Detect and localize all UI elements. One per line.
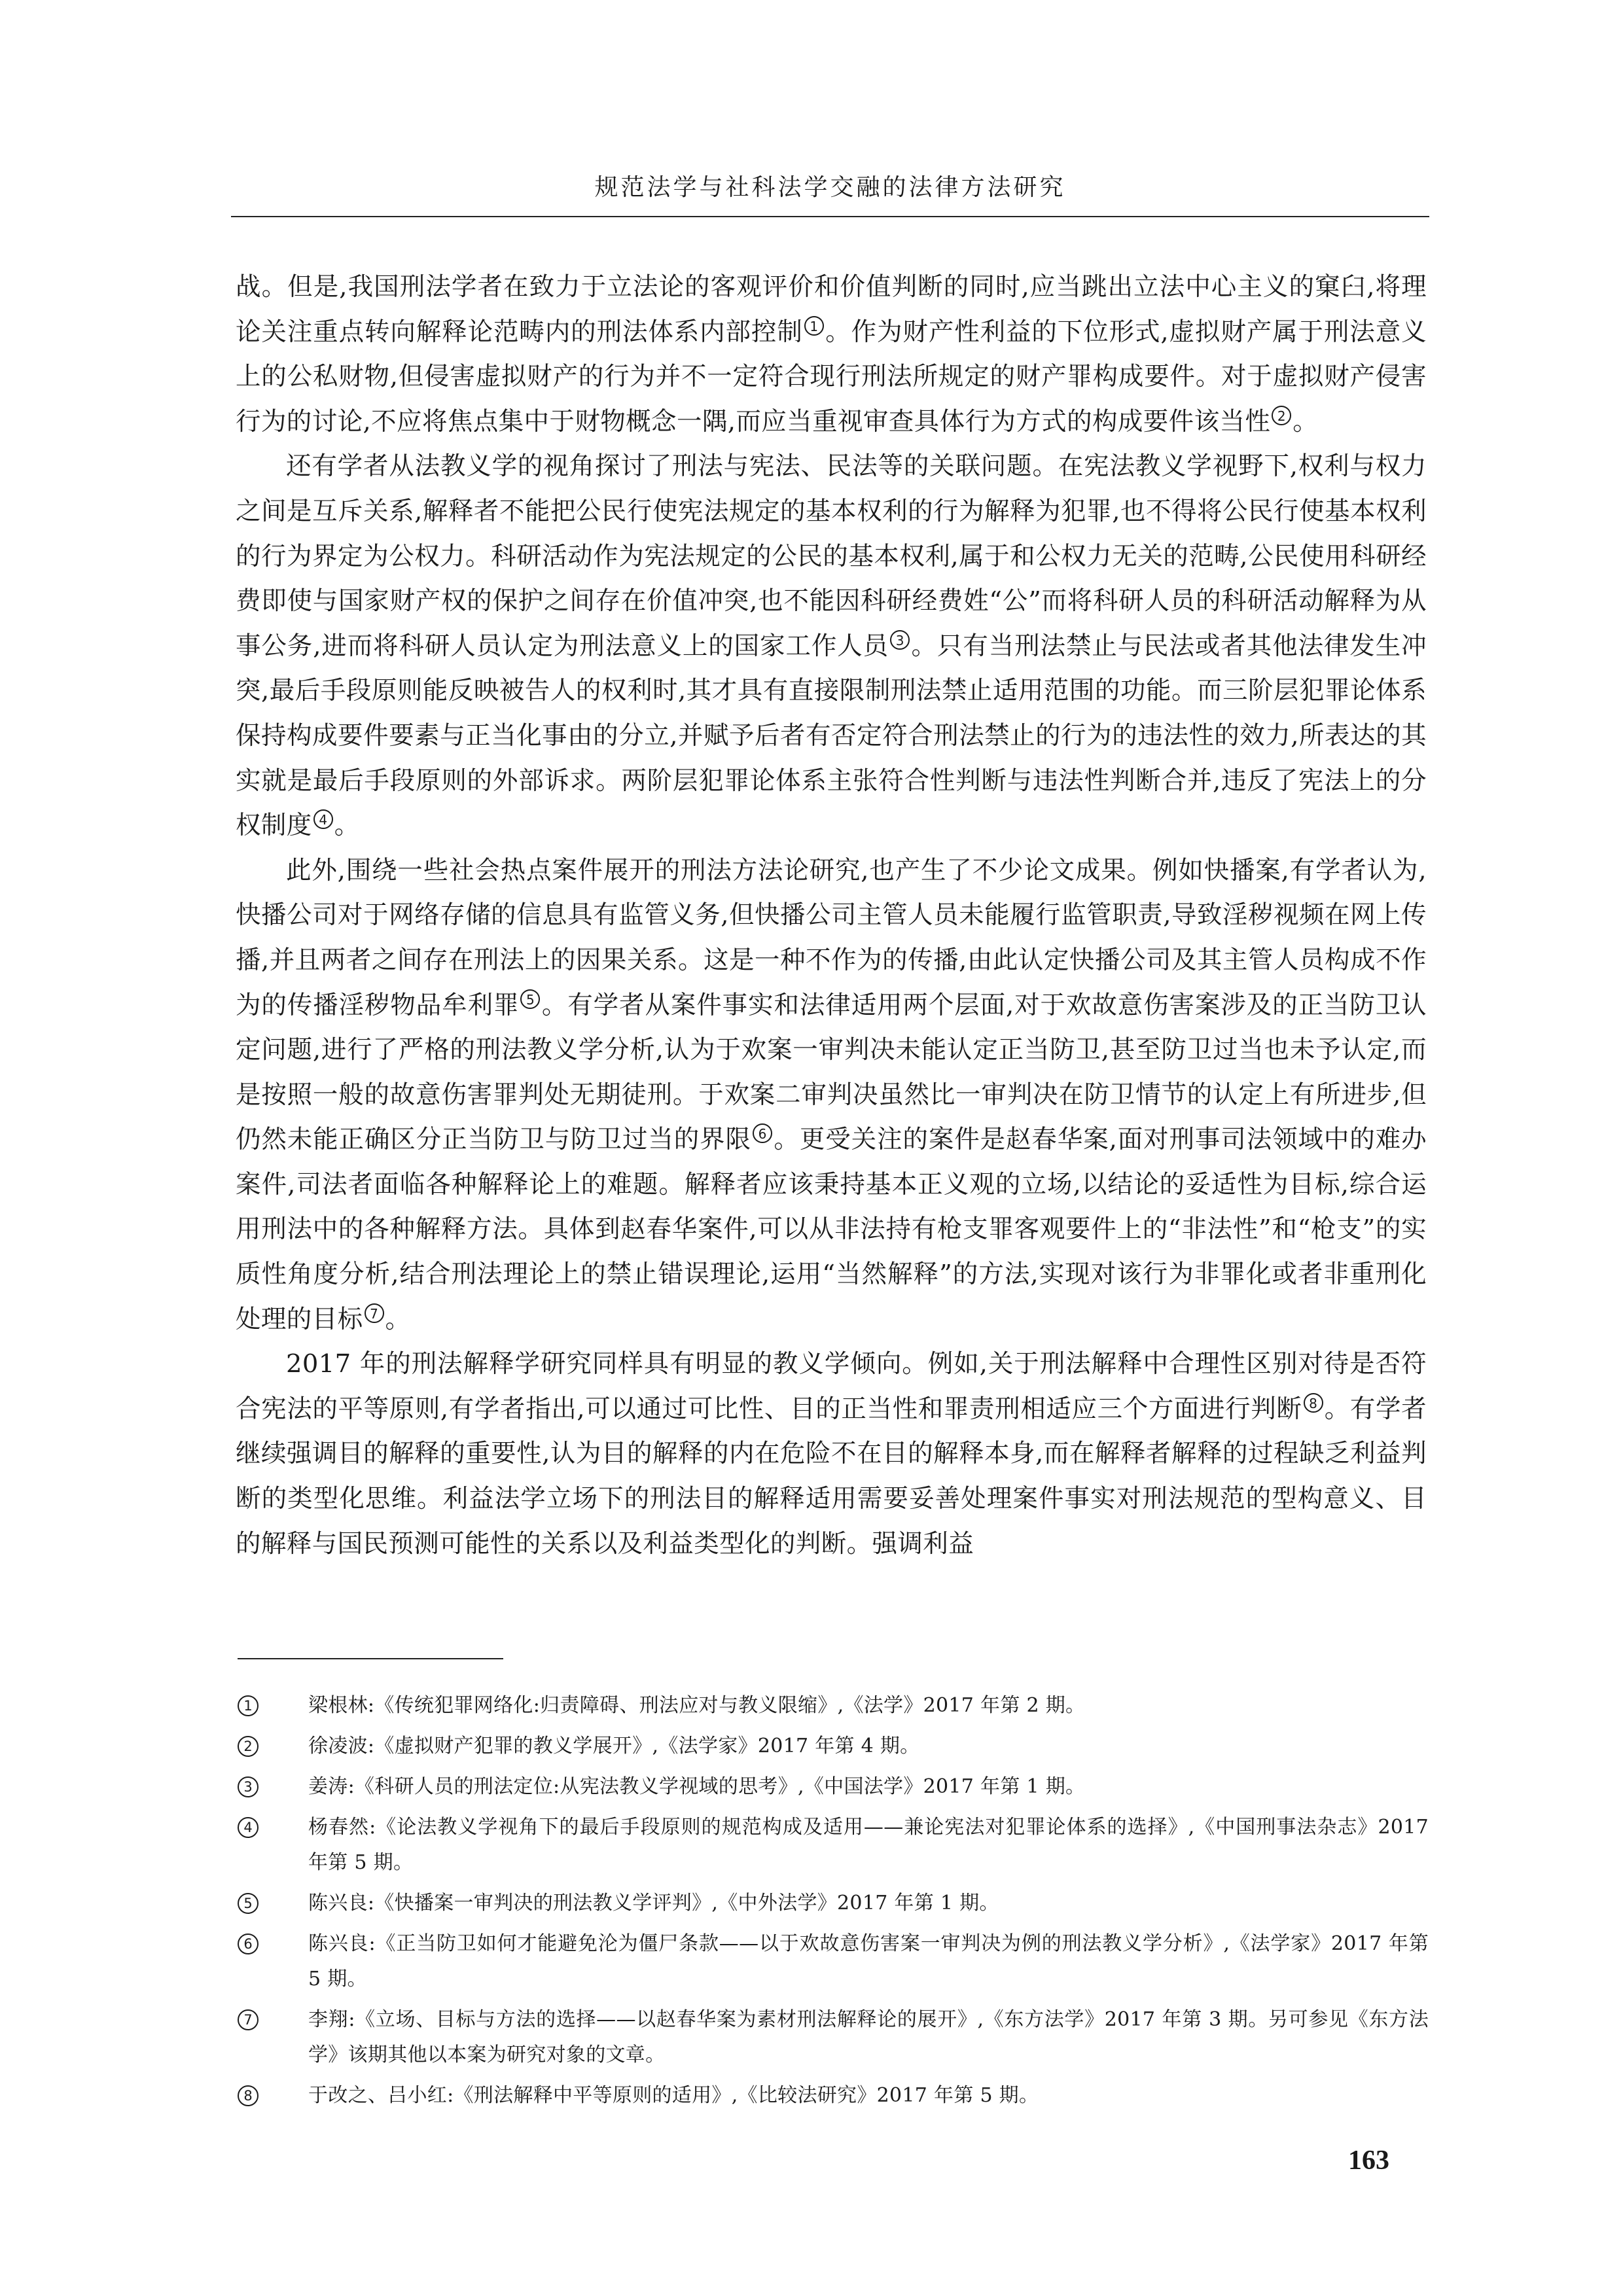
paragraph-text: 战。但是,我国刑法学者在致力于立法论的客观评价和价值判断的同时,应当跳出立法中心主义的窠臼,将理论关注重点转向解释论范畴内的刑法体系内部控制 <box>236 272 1427 347</box>
body-paragraph <box>236 444 1427 848</box>
footnote-number: 4 <box>238 1817 259 1838</box>
footnote-text: 于改之、吕小红:《刑法解释中平等原则的适用》,《比较法研究》2017 年第 5 期。 <box>308 2084 1039 2107</box>
footnote-number-cell <box>238 2002 308 2073</box>
paragraph-text: 。 <box>334 811 360 841</box>
footnote-number-cell <box>238 1926 308 1997</box>
body-paragraph <box>236 265 1427 444</box>
footnote-text: 姜涛:《科研人员的刑法定位:从宪法教义学视域的思考》,《中国法学》2017 年第 1 期。 <box>308 1775 1086 1798</box>
footnotes <box>238 1688 1429 2119</box>
footnote-number: 6 <box>238 1934 259 1954</box>
footnote-item <box>238 1769 1429 1805</box>
paragraph-text: 此外,围绕一些社会热点案件展开的刑法方法论研究,也产生了不少论文成果。例如快播案,有学者认为,快播公司对于网络存储的信息具有监管义务,但快播公司主管人员未能履行监管职责,导致淫秽视频在网上传播,并且两者之间存在刑法上的因果关系。这是一种不作为的传播,由此认定快播公司及其主管人员构成不作为的传播淫秽物品牟利罪 <box>236 855 1427 1020</box>
footnote-text: 梁根林:《传统犯罪网络化:归责障碍、刑法应对与教义限缩》,《法学》2017 年第 2 期。 <box>308 1694 1086 1717</box>
footnote-item <box>238 1729 1429 1764</box>
footnote-number: 3 <box>238 1776 259 1797</box>
page-number: 163 <box>1348 2146 1389 2176</box>
footnote-item <box>238 1688 1429 1723</box>
footnote-reference-marker[interactable]: 6 <box>753 1123 772 1143</box>
footnote-number: 1 <box>238 1695 259 1716</box>
paragraph-text: 还有学者从法教义学的视角探讨了刑法与宪法、民法等的关联问题。在宪法教义学视野下,权利与权力之间是互斥关系,解释者不能把公民行使宪法规定的基本权利的行为解释为犯罪,也不得将公民行使基本权利的行为界定为公权力。科研活动作为宪法规定的公民的基本权利,属于和公权力无关的范畴,公民使用科研经费即使与国家财产权的保护之间存在价值冲突,也不能因科研经费姓“公”而将科研人员的科研活动解释为从事公务,进而将科研人员认定为刑法意义上的国家工作人员 <box>236 451 1427 661</box>
footnote-reference-marker[interactable]: 4 <box>313 809 333 829</box>
footnote-number-cell <box>238 1810 308 1881</box>
footnote-rule <box>238 1658 503 1659</box>
paragraph-text: 。有学者继续强调目的解释的重要性,认为目的解释的内在危险不在目的解释本身,而在解释者解释的过程缺乏利益判断的类型化思维。利益法学立场下的刑法目的解释适用需要妥善处理案件事实对刑法规范的型构意义、目的解释与国民预测可能性的关系以及利益类型化的判断。强调利益 <box>236 1394 1427 1559</box>
footnote-reference-marker[interactable]: 2 <box>1272 406 1291 425</box>
footnote-reference-marker[interactable]: 1 <box>804 316 824 336</box>
footnote-item <box>238 2002 1429 2073</box>
paragraph-text: 。 <box>385 1304 411 1334</box>
footnote-item <box>238 1926 1429 1997</box>
footnote-number: 7 <box>238 2009 259 2030</box>
header-rule <box>231 216 1429 217</box>
footnote-number: 5 <box>238 1893 259 1914</box>
paragraph-text: 。只有当刑法禁止与民法或者其他法律发生冲突,最后手段原则能反映被告人的权利时,其才具有直接限制刑法禁止适用范围的功能。而三阶层犯罪论体系保持构成要件要素与正当化事由的分立,并赋予后者有否定符合刑法禁止的行为的违法性的效力,所表达的其实就是最后手段原则的外部诉求。两阶层犯罪论体系主张符合性判断与违法性判断合并,违反了宪法上的分权制度 <box>236 631 1427 841</box>
main-text <box>236 265 1427 1566</box>
footnote-text: 徐凌波:《虚拟财产犯罪的教义学展开》,《法学家》2017 年第 4 期。 <box>308 1735 920 1757</box>
footnote-text: 李翔:《立场、目标与方法的选择——以赵春华案为素材刑法解释论的展开》,《东方法学》2017 年第 3 期。另可参见《东方法学》该期其他以本案为研究对象的文章。 <box>308 2008 1429 2066</box>
footnote-reference-marker[interactable]: 7 <box>365 1303 384 1323</box>
footnote-text: 杨春然:《论法教义学视角下的最后手段原则的规范构成及适用——兼论宪法对犯罪论体系的选择》,《中国刑事法杂志》2017 年第 5 期。 <box>308 1816 1429 1874</box>
running-head-title: 规范法学与社科法学交融的法律方法研究 <box>594 174 1066 201</box>
footnote-item <box>238 2078 1429 2113</box>
footnote-number-cell <box>238 1769 308 1805</box>
footnote-number: 8 <box>238 2085 259 2106</box>
footnote-text: 陈兴良:《正当防卫如何才能避免沦为僵尸条款——以于欢故意伤害案一审判决为例的刑法教义学分析》,《法学家》2017 年第 5 期。 <box>308 1932 1429 1990</box>
footnote-number-cell <box>238 2078 308 2113</box>
footnote-number-cell <box>238 1688 308 1723</box>
footnote-reference-marker[interactable]: 5 <box>520 989 540 1009</box>
footnote-number-cell <box>238 1886 308 1921</box>
footnote-text: 陈兴良:《快播案一审判决的刑法教义学评判》,《中外法学》2017 年第 1 期。 <box>308 1892 999 1915</box>
footnote-number-cell <box>238 1729 308 1764</box>
paragraph-text: 2017 年的刑法解释学研究同样具有明显的教义学倾向。例如,关于刑法解释中合理性区别对待是否符合宪法的平等原则,有学者指出,可以通过可比性、目的正当性和罪责刑相适应三个方面进行判断 <box>236 1349 1427 1424</box>
footnote-reference-marker[interactable]: 8 <box>1304 1393 1323 1413</box>
body-paragraph <box>236 1342 1427 1566</box>
paragraph-text: 。作为财产性利益的下位形式,虚拟财产属于刑法意义上的公私财物,但侵害虚拟财产的行为并不一定符合现行刑法所规定的财产罪构成要件。对于虚拟财产侵害行为的讨论,不应将焦点集中于财物概念一隅,而应当重视审查具体行为方式的构成要件该当性 <box>236 317 1427 436</box>
footnote-reference-marker[interactable]: 3 <box>890 630 910 650</box>
paragraph-text: 。 <box>1293 406 1319 436</box>
body-paragraph <box>236 849 1427 1343</box>
paragraph-text: 。有学者从案件事实和法律适用两个层面,对于欢故意伤害案涉及的正当防卫认定问题,进行了严格的刑法教义学分析,认为于欢案一审判决未能认定正当防卫,甚至防卫过当也未予认定,而是按照一般的故意伤害罪判处无期徒刑。于欢案二审判决虽然比一审判决在防卫情节的认定上有所进步,但仍然未能正确区分正当防卫与防卫过当的界限 <box>236 990 1427 1155</box>
footnote-number: 2 <box>238 1736 259 1757</box>
paragraph-text: 。更受关注的案件是赵春华案,面对刑事司法领域中的难办案件,司法者面临各种解释论上的难题。解释者应该秉持基本正义观的立场,以结论的妥适性为目标,综合运用刑法中的各种解释方法。具体到赵春华案件,可以从非法持有枪支罪客观要件上的“非法性”和“枪支”的实质性角度分析,结合刑法理论上的禁止错误理论,运用“当然解释”的方法,实现对该行为非罪化或者非重刑化处理的目标 <box>236 1125 1427 1334</box>
footnote-item <box>238 1886 1429 1921</box>
footnote-item <box>238 1810 1429 1881</box>
